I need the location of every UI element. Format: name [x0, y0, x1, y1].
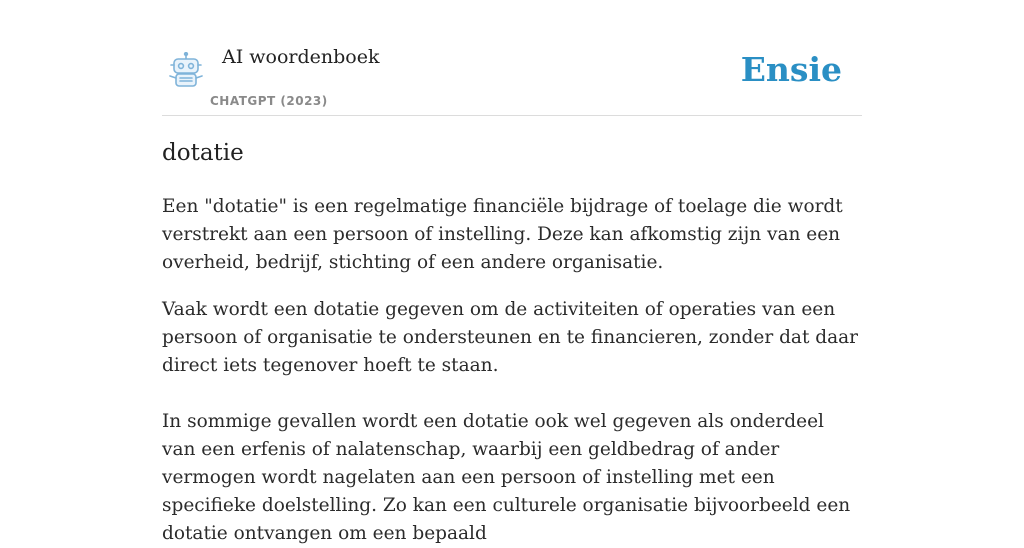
definition-paragraph: Vaak wordt een dotatie gegeven om de activiteiten of operaties van een persoon of organisatie te ondersteunen en te financieren, zonder dat daar direct iets tegenover hoeft te staan.	[162, 299, 858, 376]
definition-paragraph: In sommige gevallen wordt een dotatie ook wel gegeven als onderdeel van een erfenis of nalatenschap, waarbij een geldbedrag of ander vermogen wordt nagelaten aan een persoon of instelling met een specifieke doelstelling. Zo kan een culturele organisatie bijvoorbeeld een dotatie ontvangen om een bepaald	[162, 411, 851, 544]
robot-icon	[166, 52, 206, 88]
definition-paragraph: Een "dotatie" is een regelmatige financiële bijdrage of toelage die wordt verstrekt aan een persoon of instelling. Deze kan afkomstig zijn van een overheid, bedrijf, stichting of een andere organisatie.	[162, 196, 843, 273]
brand-logo[interactable]: Ensie	[740, 50, 842, 89]
source-title[interactable]: AI woordenboek	[222, 46, 380, 68]
entry-term: dotatie	[162, 140, 244, 166]
source-subtitle: CHATGPT (2023)	[210, 94, 328, 108]
source-header	[162, 40, 862, 116]
entry-definition	[162, 193, 862, 548]
